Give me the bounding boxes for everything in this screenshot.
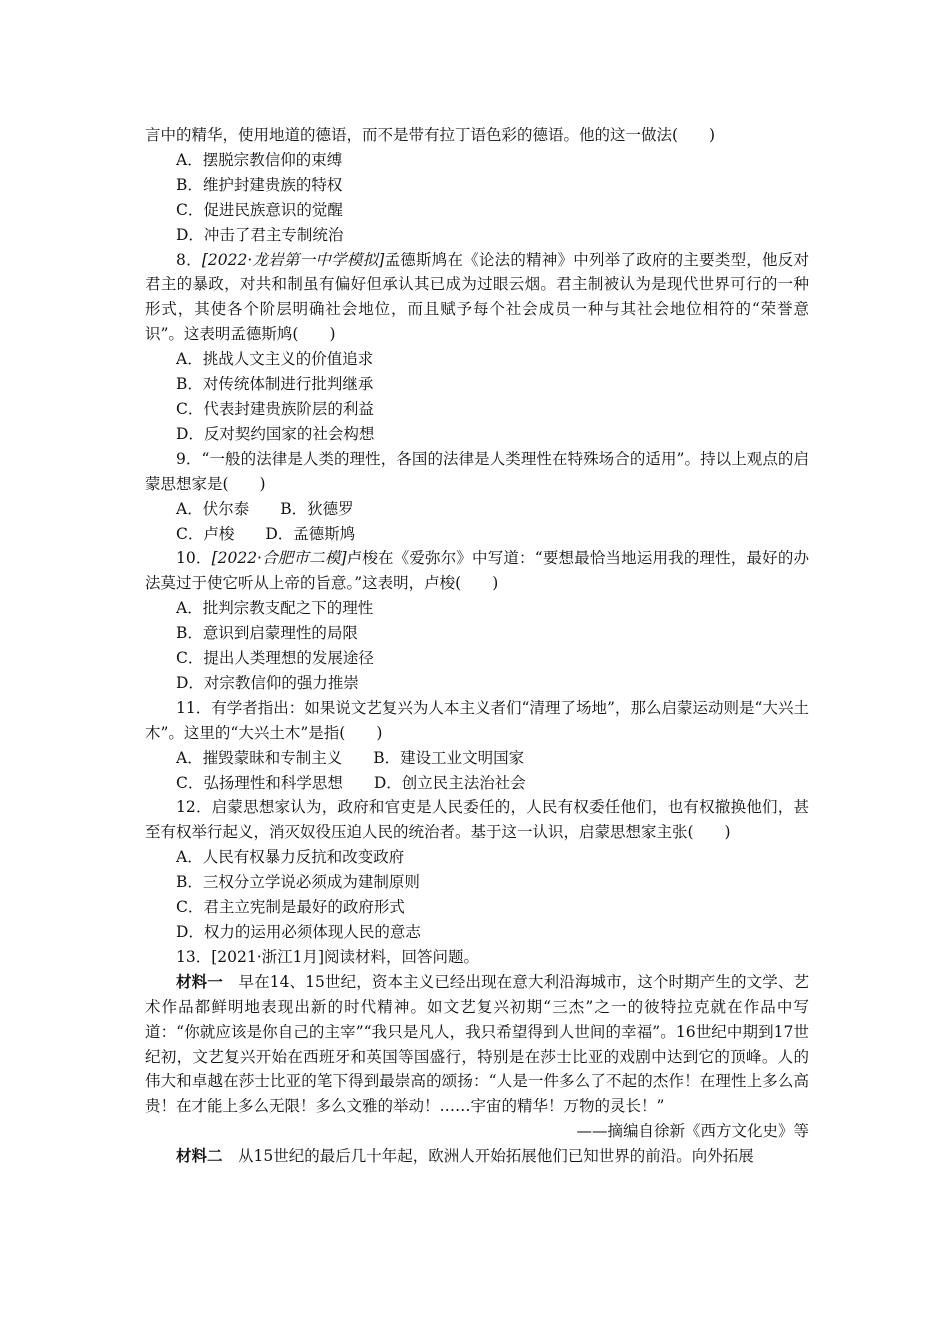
q13-stem: 13．[2021·浙江1月]阅读材料，回答问题。 [176, 947, 480, 966]
q10-option-d: D．对宗教信仰的强力推崇 [176, 673, 359, 692]
q10-option-b: B．意识到启蒙理性的局限 [176, 624, 358, 643]
q12-option-b: B．三权分立学说必须成为建制原则 [176, 873, 420, 892]
material-one-source: ——摘编自徐新《西方文化史》等 [576, 1122, 809, 1141]
q12-option-d: D．权力的运用必须体现人民的意志 [176, 923, 421, 941]
q11-options-cd: C．弘扬理性和科学思想 D．创立民主法治社会 [176, 773, 526, 792]
q10-option-c: C．提出人类理想的发展途径 [176, 649, 374, 668]
q13-material-one [145, 970, 809, 1119]
q9-options-ab: A．伏尔泰 B．狄德罗 [176, 499, 354, 518]
q10-source: [2022·合肥市二模] [211, 549, 347, 568]
material-two-text: 从15世纪的最后几十年起，欧洲人开始拓展他们已知世界的前沿。向外拓展 [222, 1147, 754, 1166]
q9-stem: 9．“一般的法律是人类的理性，各国的法律是人类理性在特殊场合的适用”。持以上观点的启蒙思想家是( ) [145, 449, 809, 493]
q12-option-c: C．君主立宪制是最好的政府形式 [176, 898, 405, 917]
q8-stem [145, 248, 809, 348]
q12-stem: 12．启蒙思想家认为，政府和官吏是人民委任的，人民有权委任他们，也有权撤换他们，甚至有权举行起义，消灭奴役压迫人民的统治者。基于这一认识，启蒙思想家主张( ) [145, 798, 809, 842]
q10-option-a: A．批判宗教支配之下的理性 [176, 599, 374, 618]
q8-option-a: A．挑战人文主义的价值追求 [176, 350, 374, 369]
q8-option-d: D．反对契约国家的社会构想 [176, 424, 375, 443]
q9-options-cd: C．卢梭 D．孟德斯鸠 [176, 524, 356, 543]
q13-material-two [145, 1144, 809, 1169]
q8-option-b: B．对传统体制进行批判继承 [176, 375, 374, 394]
q10-stem [145, 546, 809, 596]
material-two-label: 材料二 [176, 1146, 223, 1166]
q7-option-c: C．促进民族意识的觉醒 [176, 200, 343, 219]
q11-options-ab: A．摧毁蒙昧和专制主义 B．建设工业文明国家 [176, 748, 525, 767]
q7-option-d: D．冲击了君主专制统治 [176, 225, 344, 244]
q10-number: 10． [176, 549, 212, 568]
q8-option-c: C．代表封建贵族阶层的利益 [176, 399, 374, 418]
q12-option-a: A．人民有权暴力反抗和改变政府 [176, 848, 405, 867]
document-page [145, 123, 809, 1169]
material-one-text: 早在14、15世纪，资本主义已经出现在意大利沿海城市，这个时期产生的文学、艺术作品都鲜明地表现出新的时代精神。如文艺复兴初期“三杰”之一的彼特拉克就在作品中写道：“你就应该是你自己的主宰”“我只是凡人，我只希望得到人世间的幸福”。16世纪中期到17世纪初，文艺复兴开始在西班牙和英国等国盛行，特别是在莎士比亚的戏剧中达到它的顶峰。人的伟大和卓越在莎士比亚的笔下得到最崇高的颂扬：“人是一件多么了不起的杰作！在理性上多么高贵！在才能上多么无限！多么文雅的举动！……宇宙的精华！万物的灵长！” [145, 972, 809, 1116]
q8-source: [2022·龙岩第一中学模拟] [201, 250, 385, 269]
q8-text: 孟德斯鸠在《论法的精神》中列举了政府的主要类型，他反对君主的暴政，对共和制虽有偏好但承认其已成为过眼云烟。君主制被认为是现代世界可行的一种形式，其使各个阶层明确社会地位，而且赋予每个社会成员一种与其社会地位相符的“荣誉意识”。这表明孟德斯鸠( ) [145, 250, 809, 344]
q10-text: 卢梭在《爱弥尔》中写道：“要想最恰当地运用我的理性，最好的办法莫过于使它听从上帝的旨意。”这表明，卢梭( ) [145, 549, 809, 593]
q7-option-a: A．摆脱宗教信仰的束缚 [176, 150, 343, 169]
q7-option-b: B．维护封建贵族的特权 [176, 175, 343, 194]
q8-number: 8． [176, 250, 202, 269]
q11-stem: 11．有学者指出：如果说文艺复兴为人本主义者们“清理了场地”，那么启蒙运动则是“大兴土木”。这里的“大兴土木”是指( ) [145, 698, 809, 742]
material-one-label: 材料一 [176, 971, 223, 991]
q7-stem-tail: 言中的精华，使用地道的德语，而不是带有拉丁语色彩的德语。他的这一做法( ) [145, 126, 716, 144]
